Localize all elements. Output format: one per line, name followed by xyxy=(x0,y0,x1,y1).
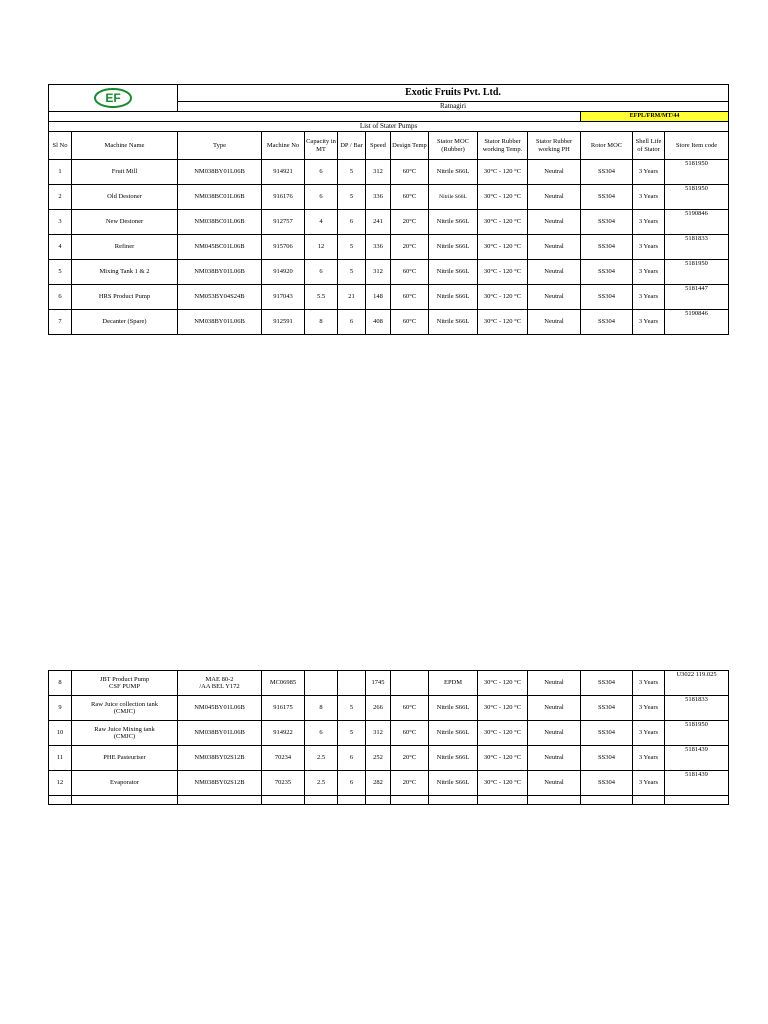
cell-shelf-life: 3 Years xyxy=(633,235,665,260)
cell-speed: 266 xyxy=(366,696,391,721)
cell-stator-moc: Nitrile S66L xyxy=(429,260,478,285)
cell-dp: 6 xyxy=(338,210,366,235)
cell-stator-temp: 30°C - 120 °C xyxy=(478,260,528,285)
table-row xyxy=(49,746,729,771)
cell-stator-temp: 30°C - 120 °C xyxy=(478,771,528,796)
cell-stator-moc: Nitrile S66L xyxy=(429,160,478,185)
logo-cell xyxy=(49,85,178,112)
cell-ph: Neutral xyxy=(528,746,581,771)
cell-machine-no: 916175 xyxy=(262,696,305,721)
cell-machine-name xyxy=(72,746,178,771)
cell-store-item-code: 5181833 xyxy=(665,235,729,260)
cell-ph: Neutral xyxy=(528,671,581,696)
header-design-temp: Design Temp xyxy=(391,132,429,160)
cell-sl: 3 xyxy=(49,210,72,235)
machine-name-line: Raw Juice collection tank xyxy=(91,700,158,708)
cell-type: NM053BY04S24B xyxy=(178,285,262,310)
cell-design-temp: 20°C xyxy=(391,235,429,260)
machine-name-line: Evaporator xyxy=(110,779,139,787)
cell-dp: 5 xyxy=(338,185,366,210)
cell-sl: 8 xyxy=(49,671,72,696)
cell-speed: 336 xyxy=(366,185,391,210)
cell-type: NM038BC01L06B xyxy=(178,210,262,235)
type-line: NM038BY02S12B xyxy=(194,779,245,787)
cell-stator-moc: Nitrile S66L xyxy=(429,285,478,310)
cell-capacity: 2.5 xyxy=(305,746,338,771)
cell-machine-no: 70234 xyxy=(262,746,305,771)
cell-type xyxy=(178,771,262,796)
cell-machine-name: Refiner xyxy=(72,235,178,260)
cell-rotor: SS304 xyxy=(581,285,633,310)
cell-speed: 252 xyxy=(366,746,391,771)
cell-machine-name: Decanter (Spare) xyxy=(72,310,178,335)
cell-speed: 148 xyxy=(366,285,391,310)
cell-type: NM038BY01L06B xyxy=(178,310,262,335)
machine-name-line: Raw Juice Mixing tank xyxy=(94,725,155,733)
type-line: NM038BY02S12B xyxy=(194,754,245,762)
machine-name-subline: (CMJC) xyxy=(113,708,136,715)
cell-sl: 6 xyxy=(49,285,72,310)
cell-ph: Neutral xyxy=(528,696,581,721)
cell-machine-no: MC06985 xyxy=(262,671,305,696)
cell-shelf-life: 3 Years xyxy=(633,260,665,285)
cell-stator-temp: 30°C - 120 °C xyxy=(478,746,528,771)
cell-shelf-life: 3 Years xyxy=(633,721,665,746)
table-row xyxy=(49,696,729,721)
cell-dp: 5 xyxy=(338,696,366,721)
cell-store-item-code: 5181833 xyxy=(665,696,729,721)
machine-name-line: PHE Pasteuriser xyxy=(103,754,146,762)
cell-design-temp: 60°C xyxy=(391,160,429,185)
cell-ph: Neutral xyxy=(528,235,581,260)
cell-sl: 2 xyxy=(49,185,72,210)
cell-design-temp: 20°C xyxy=(391,771,429,796)
table-row xyxy=(49,310,729,335)
cell-stator-temp: 30°C - 120 °C xyxy=(478,210,528,235)
cell-rotor: SS304 xyxy=(581,746,633,771)
cell-stator-moc: Nitrile S66L xyxy=(429,771,478,796)
cell-ph: Neutral xyxy=(528,210,581,235)
cell-store-item-code: 5181950 xyxy=(665,260,729,285)
cell-capacity: 8 xyxy=(305,696,338,721)
cell-rotor: SS304 xyxy=(581,160,633,185)
cell-machine-name xyxy=(72,696,178,721)
company-logo-icon xyxy=(93,87,133,109)
cell-capacity: 4 xyxy=(305,210,338,235)
cell-stator-moc: Nitrile S66L xyxy=(429,235,478,260)
cell-shelf-life: 3 Years xyxy=(633,185,665,210)
header-machine-name: Machine Name xyxy=(72,132,178,160)
cell-type xyxy=(178,671,262,696)
table-row xyxy=(49,185,729,210)
table-row xyxy=(49,721,729,746)
table-row xyxy=(49,260,729,285)
cell-store-item-code: 5181439 xyxy=(665,771,729,796)
cell-capacity: 12 xyxy=(305,235,338,260)
cell-sl: 10 xyxy=(49,721,72,746)
cell-speed: 1745 xyxy=(366,671,391,696)
cell-machine-no: 912757 xyxy=(262,210,305,235)
machine-name-subline: (CMJC) xyxy=(113,733,136,740)
cell-sl: 12 xyxy=(49,771,72,796)
cell-machine-name: New Destoner xyxy=(72,210,178,235)
cell-machine-name xyxy=(72,671,178,696)
cell-shelf-life: 3 Years xyxy=(633,771,665,796)
cell-rotor: SS304 xyxy=(581,771,633,796)
cell-machine-no: 70235 xyxy=(262,771,305,796)
cell-machine-no: 915706 xyxy=(262,235,305,260)
cell-shelf-life: 3 Years xyxy=(633,285,665,310)
cell-design-temp: 20°C xyxy=(391,210,429,235)
cell-rotor: SS304 xyxy=(581,235,633,260)
cell-store-item-code: 5181950 xyxy=(665,721,729,746)
cell-rotor: SS304 xyxy=(581,721,633,746)
cell-type: NM038BY01L06B xyxy=(178,260,262,285)
cell-dp: 5 xyxy=(338,160,366,185)
cell-type: NM038BC01L06B xyxy=(178,185,262,210)
cell-capacity: 6 xyxy=(305,160,338,185)
cell-stator-temp: 30°C - 120 °C xyxy=(478,235,528,260)
cell-stator-temp: 30°C - 120 °C xyxy=(478,285,528,310)
cell-design-temp: 60°C xyxy=(391,285,429,310)
cell-ph: Neutral xyxy=(528,285,581,310)
header-speed: Speed xyxy=(366,132,391,160)
cell-store-item-code: 5181950 xyxy=(665,185,729,210)
type-subline: /AA BEL Y172 xyxy=(199,683,240,690)
cell-stator-moc: EPDM xyxy=(429,671,478,696)
cell-machine-no: 912591 xyxy=(262,310,305,335)
cell-shelf-life: 3 Years xyxy=(633,310,665,335)
blank-cell xyxy=(49,112,581,122)
cell-type xyxy=(178,721,262,746)
type-line: NM038BY01L06B xyxy=(194,729,245,737)
cell-stator-moc: Nitrile S66L xyxy=(429,185,478,210)
cell-capacity: 2.5 xyxy=(305,771,338,796)
cell-rotor: SS304 xyxy=(581,260,633,285)
cell-capacity: 6 xyxy=(305,721,338,746)
cell-dp: 6 xyxy=(338,310,366,335)
table-row xyxy=(49,771,729,796)
cell-store-item-code: 5181950 xyxy=(665,160,729,185)
cell-ph: Neutral xyxy=(528,160,581,185)
cell-speed: 312 xyxy=(366,260,391,285)
table-row xyxy=(49,235,729,260)
cell-sl: 11 xyxy=(49,746,72,771)
cell-speed: 282 xyxy=(366,771,391,796)
cell-stator-temp: 30°C - 120 °C xyxy=(478,721,528,746)
cell-speed: 408 xyxy=(366,310,391,335)
cell-ph: Neutral xyxy=(528,260,581,285)
cell-rotor: SS304 xyxy=(581,310,633,335)
cell-shelf-life: 3 Years xyxy=(633,746,665,771)
cell-speed: 312 xyxy=(366,160,391,185)
cell-stator-temp: 30°C - 120 °C xyxy=(478,671,528,696)
cell-stator-moc: Nitrile S66L xyxy=(429,746,478,771)
stator-pumps-table xyxy=(48,84,729,335)
header-capacity: Capacity in MT xyxy=(305,132,338,160)
cell-rotor: SS304 xyxy=(581,210,633,235)
cell-sl: 7 xyxy=(49,310,72,335)
document-code: EFPL/FRM/MT/44 xyxy=(581,112,729,122)
header-machine-no: Machine No xyxy=(262,132,305,160)
cell-store-item-code: 5190846 xyxy=(665,210,729,235)
cell-ph: Neutral xyxy=(528,771,581,796)
cell-shelf-life: 3 Years xyxy=(633,160,665,185)
cell-type: NM038BY01L06B xyxy=(178,160,262,185)
table-row xyxy=(49,210,729,235)
cell-ph: Neutral xyxy=(528,721,581,746)
cell-sl: 1 xyxy=(49,160,72,185)
cell-machine-name: Old Destoner xyxy=(72,185,178,210)
cell-capacity xyxy=(305,671,338,696)
cell-design-temp: 20°C xyxy=(391,746,429,771)
cell-machine-no: 916176 xyxy=(262,185,305,210)
cell-rotor: SS304 xyxy=(581,671,633,696)
cell-rotor: SS304 xyxy=(581,696,633,721)
header-type: Type xyxy=(178,132,262,160)
header-rotor-moc: Rotor MOC xyxy=(581,132,633,160)
cell-type xyxy=(178,696,262,721)
cell-design-temp: 60°C xyxy=(391,260,429,285)
cell-stator-moc: Nitrile S66L xyxy=(429,721,478,746)
cell-store-item-code: 5181439 xyxy=(665,746,729,771)
table-row xyxy=(49,160,729,185)
cell-capacity: 5.5 xyxy=(305,285,338,310)
table-row xyxy=(49,285,729,310)
cell-rotor: SS304 xyxy=(581,185,633,210)
cell-store-item-code: 5181447 xyxy=(665,285,729,310)
cell-design-temp: 60°C xyxy=(391,185,429,210)
cell-capacity: 6 xyxy=(305,185,338,210)
header-shelf-life: Shell Life of Stator xyxy=(633,132,665,160)
cell-dp: 5 xyxy=(338,260,366,285)
cell-store-item-code: U3022 119.025 xyxy=(665,671,729,696)
cell-machine-name xyxy=(72,771,178,796)
cell-machine-no: 914922 xyxy=(262,721,305,746)
list-title: List of Stater Pumps xyxy=(49,122,729,132)
header-stator-working-ph: Stator Rubber working PH xyxy=(528,132,581,160)
cell-design-temp xyxy=(391,671,429,696)
cell-design-temp: 60°C xyxy=(391,696,429,721)
type-line: MAE 80-2 xyxy=(205,675,234,683)
cell-stator-temp: 30°C - 120 °C xyxy=(478,160,528,185)
cell-stator-temp: 30°C - 120 °C xyxy=(478,185,528,210)
cell-shelf-life: 3 Years xyxy=(633,671,665,696)
cell-design-temp: 60°C xyxy=(391,310,429,335)
cell-dp: 21 xyxy=(338,285,366,310)
cell-dp xyxy=(338,671,366,696)
type-line: NM045BY01L06B xyxy=(194,704,245,712)
cell-machine-no: 914920 xyxy=(262,260,305,285)
cell-stator-moc: Nitrile S66L xyxy=(429,210,478,235)
cell-ph: Neutral xyxy=(528,310,581,335)
cell-shelf-life: 3 Years xyxy=(633,210,665,235)
header-dp: DP / Bar xyxy=(338,132,366,160)
header-stator-moc: Stator MOC (Rubber) xyxy=(429,132,478,160)
header-store-item-code: Store Item code xyxy=(665,132,729,160)
cell-dp: 5 xyxy=(338,235,366,260)
cell-store-item-code: 5190846 xyxy=(665,310,729,335)
logo-text: EF xyxy=(105,91,121,105)
cell-sl: 5 xyxy=(49,260,72,285)
cell-stator-temp: 30°C - 120 °C xyxy=(478,696,528,721)
cell-ph: Neutral xyxy=(528,185,581,210)
machine-name-subline: CSF PUMP xyxy=(109,683,140,690)
cell-type xyxy=(178,746,262,771)
cell-dp: 6 xyxy=(338,771,366,796)
cell-speed: 336 xyxy=(366,235,391,260)
cell-stator-moc: Nitrile S66L xyxy=(429,696,478,721)
cell-capacity: 8 xyxy=(305,310,338,335)
location: Ratnagiri xyxy=(178,101,729,111)
cell-machine-no: 917043 xyxy=(262,285,305,310)
cell-capacity: 6 xyxy=(305,260,338,285)
company-name: Exotic Fruits Pvt. Ltd. xyxy=(178,85,729,102)
cell-shelf-life: 3 Years xyxy=(633,696,665,721)
cell-machine-name: Fruit Mill xyxy=(72,160,178,185)
cell-sl: 9 xyxy=(49,696,72,721)
cell-speed: 241 xyxy=(366,210,391,235)
cell-dp: 5 xyxy=(338,721,366,746)
cell-stator-temp: 30°C - 120 °C xyxy=(478,310,528,335)
cell-machine-name: HRS Product Pump xyxy=(72,285,178,310)
cell-sl: 4 xyxy=(49,235,72,260)
cell-machine-no: 914921 xyxy=(262,160,305,185)
machine-name-line: JBT Product Pump xyxy=(99,675,150,683)
stator-pumps-table-continued xyxy=(48,670,729,805)
cell-speed: 312 xyxy=(366,721,391,746)
cell-dp: 6 xyxy=(338,746,366,771)
header-stator-working-temp: Stator Rubber working Temp. xyxy=(478,132,528,160)
header-sl: Sl No xyxy=(49,132,72,160)
cell-design-temp: 60°C xyxy=(391,721,429,746)
cell-machine-name: Mixing Tank 1 & 2 xyxy=(72,260,178,285)
cell-machine-name xyxy=(72,721,178,746)
cell-type: NM045BC01L06B xyxy=(178,235,262,260)
table-row xyxy=(49,671,729,696)
cell-stator-moc: Nitrile S66L xyxy=(429,310,478,335)
